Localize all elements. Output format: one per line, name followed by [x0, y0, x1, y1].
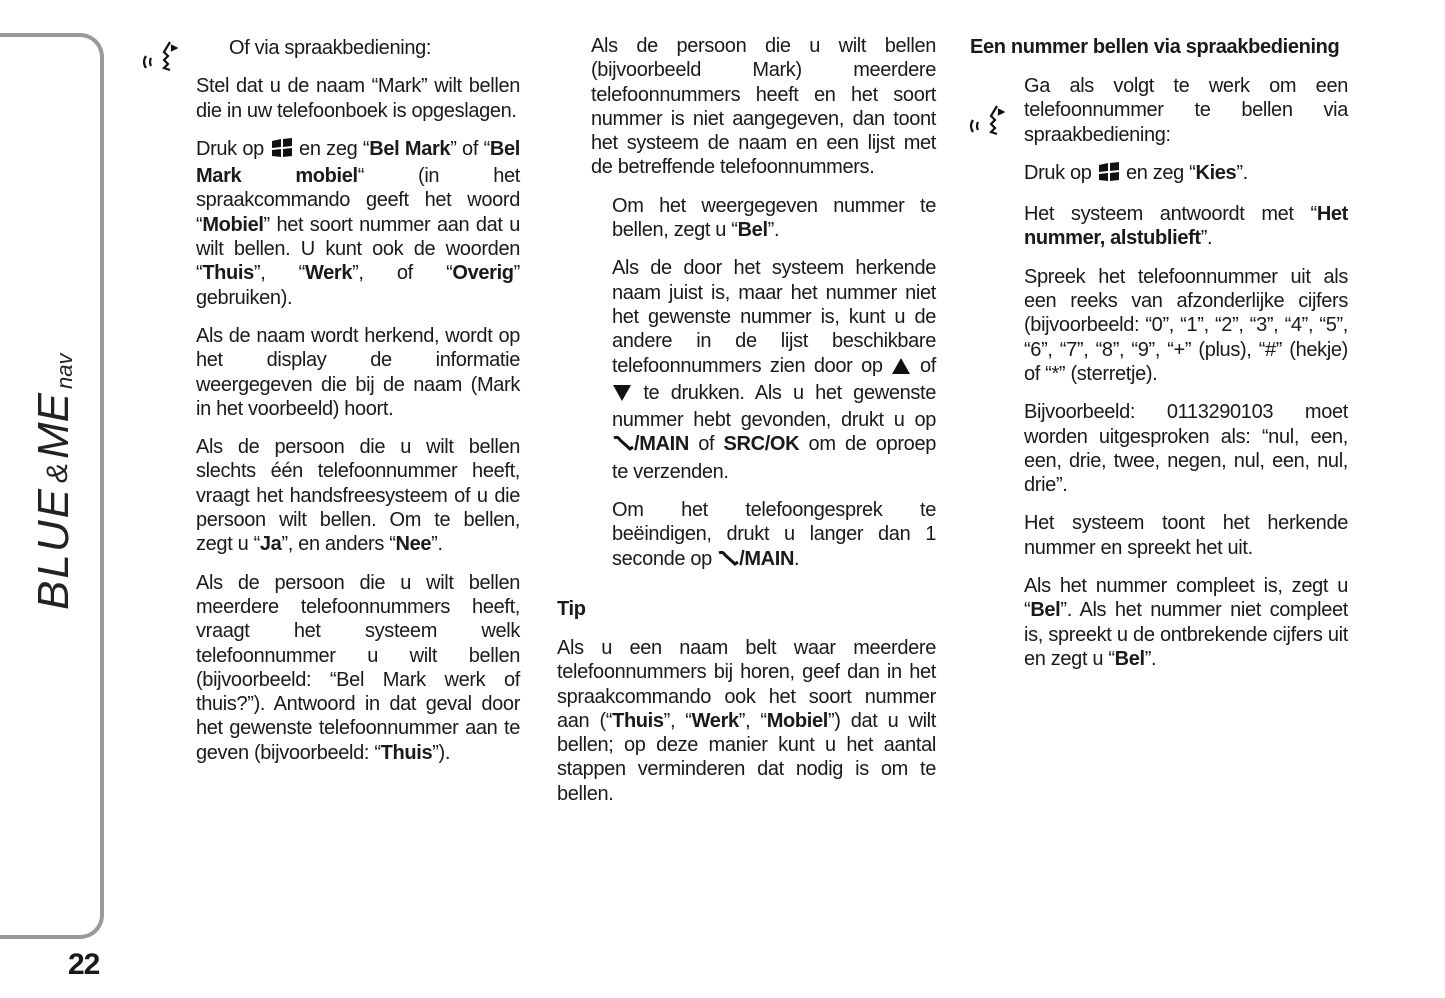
paragraph — [1024, 202, 1348, 251]
bold-text: Ja — [259, 533, 282, 556]
bold-text: Werk — [304, 262, 353, 285]
bold-text: Kies — [1195, 161, 1237, 184]
text-run: Als de door het systeem herkende naam juist is, maar het nummer niet het gewenste nummer is, kunt u de andere in de lijst beschikbare telefoonnummers zien door op — [612, 257, 936, 377]
paragraph — [196, 435, 520, 556]
text-run: Het systeem toont het herkende nummer en spreekt het uit. — [1024, 512, 1348, 559]
text-run: te drukken. Als u het gewenste nummer hebt gevonden, drukt u op — [612, 381, 936, 432]
bold-text: Bel — [1114, 647, 1145, 670]
text-run: ” gebruiken). — [196, 262, 520, 309]
down-arrow-icon — [612, 384, 632, 408]
text-run: Om het weergegeven nummer te bellen, zegt u “ — [612, 194, 936, 242]
bold-text: Thuis — [380, 741, 433, 764]
paragraph — [1024, 161, 1348, 188]
voice-command-icon — [138, 38, 178, 78]
bold-text: Werk — [691, 709, 739, 732]
column-1 — [196, 36, 520, 779]
text-run: Als de naam wordt herkend, wordt op het display de informatie weergegeven die bij de naam (Mark in het voorbeeld) hoort. — [196, 324, 520, 420]
column-2 — [557, 34, 936, 820]
text-run: ”. — [1144, 647, 1157, 670]
text-run: Het systeem antwoordt met “ — [1024, 203, 1317, 226]
paragraph — [612, 498, 936, 574]
logo-amp: & — [41, 463, 74, 484]
paragraph — [1024, 265, 1348, 386]
bold-text: Nee — [395, 533, 432, 556]
bold-text: /MAIN — [634, 433, 689, 456]
bold-text: Thuis — [202, 262, 254, 285]
paragraph — [1024, 400, 1348, 497]
logo-blue: BLUE — [29, 487, 78, 610]
paragraph — [612, 256, 936, 484]
text-run: ”, of “ — [352, 262, 453, 285]
text-run: ”, “ — [663, 709, 692, 732]
paragraph — [196, 324, 520, 421]
paragraph — [229, 36, 520, 60]
text-run: Als de persoon die u wilt bellen (bijvoorbeeld Mark) meerdere telefoonnummers heeft en het soort nummer is niet aangegeven, dan toont het systeem de naam en een lijst met de betreffende telefoonnummers. — [591, 35, 936, 179]
text-run: ”. — [431, 533, 443, 556]
bold-text: Bel — [737, 219, 768, 242]
text-run: Druk op — [1024, 161, 1097, 184]
bold-text: Het nummer, alstublieft — [1024, 203, 1348, 250]
text-run: Als u een naam belt waar meerdere telefoonnummers bij horen, geef dan in het spraakcommando ook het soort nummer aan (“ — [557, 636, 936, 732]
text-run: “ (in het spraakcommando geeft het woord “ — [196, 165, 520, 236]
text-run: Om het telefoongesprek te beëindigen, drukt u langer dan 1 seconde op — [612, 499, 936, 570]
text-run: of — [911, 354, 936, 377]
text-run: Ga als volgt te werk om een telefoonnummer te bellen via spraakbediening: — [1024, 75, 1348, 146]
text-run: ”). — [432, 741, 451, 764]
text-run: ”, en anders “ — [281, 533, 396, 556]
paragraph — [612, 194, 936, 243]
text-run: Spreek het telefoonnummer uit als een reeks van afzonderlijke cijfers (bijvoorbeeld: “0”, “1”, “2”, “3”, “4”, “5”, “6”, “7”, “8”, “9”, “+” (plus), “#” (hekje) of “*” (sterretje). — [1024, 265, 1348, 385]
text-run: ”. Als het nummer niet compleet is, spreekt u de ontbrekende cijfers uit en zegt u “ — [1024, 599, 1348, 670]
text-run: Druk op — [196, 137, 270, 160]
bold-text: Bel Mark — [369, 137, 451, 160]
text-run: om de oproep te verzenden. — [612, 433, 936, 483]
text-run: ”, “ — [253, 262, 305, 285]
bold-text: Overig — [452, 262, 514, 285]
bold-text: Mobiel — [202, 213, 264, 236]
paragraph — [196, 571, 520, 765]
text-run: en zeg “ — [293, 137, 370, 160]
column-3 — [970, 34, 1348, 685]
text-run: Als de persoon die u wilt bellen meerdere telefoonnummers heeft, vraagt het systeem welk telefoonnummer u wilt bellen (bijvoorbeeld: “Bel Mark werk of thuis?”). Antwoord in dat geval door het gewenste telefoonnummer aan te geven (bijvoorbeeld: “ — [196, 571, 520, 764]
text-run: en zeg “ — [1120, 161, 1196, 184]
text-run: of — [688, 433, 724, 456]
paragraph — [591, 34, 936, 180]
paragraph — [1024, 74, 1348, 147]
voice-key-icon — [1097, 162, 1121, 188]
voice-key-icon — [270, 138, 294, 164]
section-heading: Een nummer bellen via spraakbediening — [970, 36, 1340, 58]
text-run: ” of “ — [450, 137, 490, 160]
page-number: 22 — [68, 948, 100, 981]
text-run: Stel dat u de naam “Mark” wilt bellen die in uw telefoonboek is opgeslagen. — [196, 75, 520, 122]
text-run: ”. — [1200, 227, 1213, 250]
phone-icon — [612, 435, 634, 459]
phone-icon — [717, 550, 739, 574]
text-run: ”. — [767, 219, 780, 242]
text-run: ” het soort nummer aan dat u wilt bellen. U kunt ook de woorden “ — [196, 213, 520, 285]
logo-me: ME — [29, 393, 78, 460]
bold-text: Thuis — [612, 709, 664, 732]
paragraph — [196, 74, 520, 123]
tip-paragraph — [557, 636, 936, 806]
paragraph — [196, 137, 520, 310]
text-run: ”. — [1236, 161, 1248, 184]
text-run: Als de persoon die u wilt bellen slechts één telefoonnummer heeft, vraagt het handsfreesysteem of u die persoon wilt bellen. Om te bellen, zegt u “ — [196, 436, 520, 556]
bold-text: Bel — [1030, 599, 1061, 622]
text-run: Of via spraakbediening: — [229, 37, 432, 59]
bold-text: Mobiel — [766, 709, 828, 732]
text-run: . — [794, 547, 800, 570]
text-run: Als het nummer compleet is, zegt u “ — [1024, 575, 1348, 622]
tip-heading: Tip — [557, 597, 586, 620]
bold-text: Bel Mark mobiel — [196, 137, 520, 188]
blue-me-nav-logo — [30, 354, 78, 610]
text-run: ”, “ — [738, 709, 767, 732]
logo-nav: nav — [52, 353, 77, 390]
text-run: Bijvoorbeeld: 0113290103 moet worden uitgesproken als: “nul, een, een, drie, twee, negen, nul, een, nul, drie”. — [1024, 401, 1348, 497]
bold-text: /MAIN — [739, 547, 795, 570]
bold-text: SRC/OK — [723, 433, 800, 456]
paragraph — [1024, 511, 1348, 560]
text-run: ”) dat u wilt bellen; op deze manier kunt u het aantal stappen verminderen dat nodig is om te bellen. — [557, 709, 936, 805]
paragraph — [1024, 574, 1348, 671]
up-arrow-icon — [891, 357, 911, 381]
